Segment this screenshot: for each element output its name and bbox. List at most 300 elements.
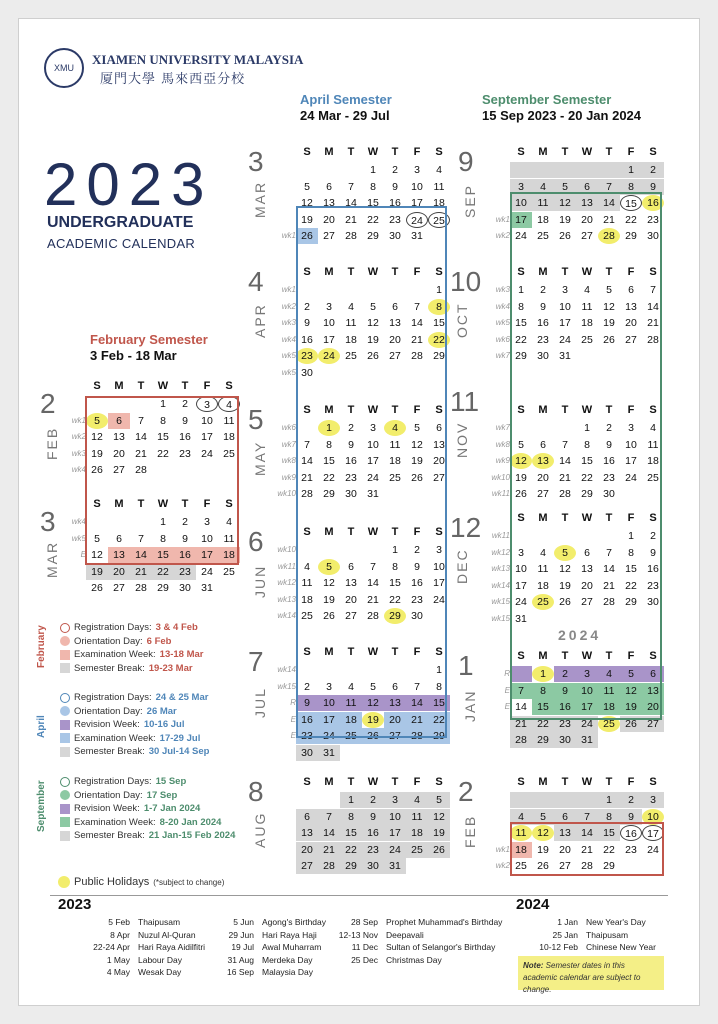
day-cell: 19 xyxy=(537,843,549,856)
day-cell xyxy=(340,162,362,178)
day-cell: 6 xyxy=(296,809,318,825)
week-number: wk2 xyxy=(281,301,296,311)
weekday-label: T xyxy=(605,266,613,278)
weekday-label: W xyxy=(367,146,379,158)
day-cell: 9 xyxy=(650,546,656,559)
day-cell xyxy=(576,162,598,178)
month-number: 2 xyxy=(40,388,56,419)
day-cell: 7 xyxy=(138,414,144,427)
day-cell: 7 xyxy=(304,438,310,451)
day-cell: 21 xyxy=(406,712,428,728)
day-cell: 9 xyxy=(296,695,318,711)
week-number: wk15 xyxy=(491,614,510,623)
day-cell: 20 xyxy=(433,455,445,468)
day-cell: 21 xyxy=(581,843,593,856)
day-cell: 5 xyxy=(606,284,612,296)
day-cell: 8 xyxy=(620,179,642,195)
weekday-label: M xyxy=(324,404,334,416)
day-cell xyxy=(598,732,620,748)
week-number: wk5 xyxy=(281,368,296,377)
week-row xyxy=(488,792,664,808)
day-cell: 23 xyxy=(625,843,637,856)
day-cell: 3 xyxy=(510,179,532,195)
day-cell: 6 xyxy=(554,809,576,825)
day-cell: 30 xyxy=(554,732,576,748)
day-cell: 29 xyxy=(367,230,379,243)
day-cell: 25 xyxy=(223,565,235,578)
day-cell: 5 xyxy=(370,680,376,693)
day-cell: 21 xyxy=(647,317,659,330)
day-cell: 19 xyxy=(91,447,103,460)
day-cell: 8 xyxy=(598,809,620,825)
day-cell: 14 xyxy=(603,563,615,576)
day-cell: 29 xyxy=(515,350,527,363)
weekday-label: T xyxy=(181,498,189,510)
weekday-label: F xyxy=(627,404,635,416)
day-cell: 24 xyxy=(406,212,428,228)
day-cell: 15 xyxy=(428,695,450,711)
day-cell: 16 xyxy=(411,577,423,590)
day-cell: 7 xyxy=(318,809,340,825)
weekday-label: S xyxy=(435,526,443,538)
day-cell: 25 xyxy=(581,333,593,346)
day-cell: 4 xyxy=(406,792,428,808)
day-cell: 16 xyxy=(603,455,615,468)
day-cell: 11 xyxy=(537,563,549,576)
day-cell: 29 xyxy=(428,728,450,744)
holiday-name: Hari Raya Haji xyxy=(262,929,317,940)
day-cell: 5 xyxy=(554,179,576,195)
weekday-label: S xyxy=(303,266,311,278)
legend-swatch xyxy=(60,777,70,787)
day-cell: 8 xyxy=(340,809,362,825)
legend-item xyxy=(60,830,235,841)
day-cell: 12 xyxy=(91,549,103,562)
day-cell: 18 xyxy=(537,213,549,226)
weekday-label: W xyxy=(157,380,169,392)
legend-value: 17 Sep xyxy=(146,789,178,801)
weekday-label: T xyxy=(391,266,399,278)
month-number: 3 xyxy=(248,146,264,177)
day-cell: 1 xyxy=(518,284,524,296)
day-cell: 10 xyxy=(433,560,445,573)
weekday-label: W xyxy=(581,776,593,788)
holiday-date: 11 Dec xyxy=(351,942,378,953)
day-cell xyxy=(318,162,340,178)
day-cell: 28 xyxy=(318,858,340,874)
weekday-label: S xyxy=(93,380,101,392)
day-cell: 6 xyxy=(392,300,398,313)
day-cell: 11 xyxy=(340,695,362,711)
day-cell: 14 xyxy=(130,547,152,563)
legend-item xyxy=(60,636,171,647)
holiday-name: Awal Muharram xyxy=(262,942,322,953)
day-cell: 31 xyxy=(411,230,423,243)
day-cell: 7 xyxy=(370,560,376,573)
day-cell: 9 xyxy=(362,809,384,825)
week-number: E xyxy=(290,731,296,741)
week-number: wk14 xyxy=(277,665,296,674)
day-cell: 21 xyxy=(559,471,571,484)
holiday-row xyxy=(318,930,424,940)
day-cell: 18 xyxy=(433,197,445,210)
week-number: wk9 xyxy=(495,456,510,466)
calendar-title: UNDERGRADUATE xyxy=(47,214,194,231)
day-cell: 22 xyxy=(428,332,450,348)
day-cell: 10 xyxy=(323,317,335,330)
weekday-label: M xyxy=(324,776,334,788)
month-name: FEB xyxy=(462,814,478,848)
week-number xyxy=(274,842,296,858)
day-cell xyxy=(318,792,340,808)
week-number: wk5 xyxy=(495,318,510,328)
legend-label: Semester Break: xyxy=(74,746,145,758)
day-cell: 11 xyxy=(223,532,235,545)
legend-label: Examination Week: xyxy=(74,649,156,661)
day-cell xyxy=(296,162,318,178)
day-cell: 12 xyxy=(367,317,379,330)
day-cell: 2 xyxy=(182,398,188,410)
day-cell: 5 xyxy=(428,792,450,808)
day-cell: 2 xyxy=(182,516,188,528)
week-number: wk5 xyxy=(71,533,86,543)
month-name: APR xyxy=(252,303,268,338)
holiday-date: 16 Sep xyxy=(227,967,254,978)
weekday-label: F xyxy=(203,380,211,392)
day-cell: 23 xyxy=(647,579,659,592)
weekday-label: T xyxy=(347,776,355,788)
day-cell: 13 xyxy=(384,695,406,711)
holiday-name: Sultan of Selangor's Birthday xyxy=(386,942,496,953)
day-cell: 15 xyxy=(152,547,174,563)
day-cell: 23 xyxy=(296,728,318,744)
day-cell: 14 xyxy=(647,300,659,313)
day-cell: 7 xyxy=(598,179,620,195)
day-cell: 20 xyxy=(296,842,318,858)
day-cell: 21 xyxy=(367,593,379,606)
week-number xyxy=(274,162,296,178)
holidays-2023-heading: 2023 xyxy=(58,896,92,913)
day-cell: 9 xyxy=(392,180,398,193)
day-cell: 20 xyxy=(559,843,571,856)
week-number: wk14 xyxy=(277,611,296,621)
day-cell: 31 xyxy=(384,858,406,874)
day-cell: 11 xyxy=(647,438,659,451)
day-cell: 24 xyxy=(559,333,571,346)
day-cell: 28 xyxy=(598,228,620,244)
legend-swatch xyxy=(60,663,70,673)
weekday-label: W xyxy=(581,512,593,524)
day-cell: 11 xyxy=(581,300,593,313)
weekday-label: T xyxy=(391,146,399,158)
day-cell: 17 xyxy=(510,212,532,228)
day-cell: 26 xyxy=(91,582,103,595)
week-number: wk1 xyxy=(71,415,86,425)
week-number: wk15 xyxy=(491,597,510,607)
week-number: wk1 xyxy=(281,285,296,294)
holiday-date: 5 Jun xyxy=(233,917,254,927)
day-cell: 15 xyxy=(581,455,593,468)
weekday-label: T xyxy=(605,404,613,416)
day-cell: 28 xyxy=(603,596,615,609)
month-name: JAN xyxy=(462,689,478,722)
day-cell: 9 xyxy=(414,560,420,573)
weekday-label: T xyxy=(561,776,569,788)
day-cell: 20 xyxy=(581,579,593,592)
day-cell: 13 xyxy=(554,825,576,841)
day-cell: 11 xyxy=(389,438,401,451)
week-number xyxy=(64,396,86,412)
day-cell: 13 xyxy=(296,825,318,841)
weekday-label: T xyxy=(347,266,355,278)
day-cell: 8 xyxy=(160,532,166,545)
weekday-label: S xyxy=(649,650,657,662)
day-cell: 12 xyxy=(411,438,423,451)
weekday-label: W xyxy=(367,526,379,538)
week-number xyxy=(64,564,86,580)
day-cell xyxy=(406,745,428,761)
day-cell: 25 xyxy=(223,447,235,460)
day-cell: 9 xyxy=(540,300,546,313)
day-cell: 16 xyxy=(362,825,384,841)
note-label: Note: xyxy=(523,961,544,970)
week-row xyxy=(274,858,450,874)
day-cell: 21 xyxy=(130,564,152,580)
weekday-label: F xyxy=(413,146,421,158)
day-cell: 28 xyxy=(581,860,593,873)
week-number: wk13 xyxy=(277,594,296,604)
day-cell: 15 xyxy=(625,563,637,576)
weekday-label: F xyxy=(413,526,421,538)
legend-value: 13-18 Mar xyxy=(159,649,204,661)
day-cell: 1 xyxy=(532,666,554,682)
day-cell: 15 xyxy=(323,455,335,468)
week-number xyxy=(274,745,296,761)
month-name: NOV xyxy=(454,421,470,458)
day-cell: 18 xyxy=(345,333,357,346)
week-row xyxy=(274,842,450,858)
week-number: E xyxy=(80,550,86,560)
february-semester-title: February Semester xyxy=(90,332,208,347)
week-number: wk4 xyxy=(71,465,86,475)
day-cell: 11 xyxy=(223,414,235,427)
day-cell: 27 xyxy=(559,860,571,873)
day-cell: 30 xyxy=(179,582,191,595)
legend-label: Semester Break: xyxy=(74,830,145,842)
holiday-name: Nuzul Al-Quran xyxy=(138,929,196,940)
day-cell: 28 xyxy=(345,230,357,243)
day-cell: 12 xyxy=(554,195,576,211)
day-cell xyxy=(576,792,598,808)
day-cell: 13 xyxy=(642,683,664,699)
divider xyxy=(50,895,668,896)
weekday-label: T xyxy=(561,404,569,416)
day-cell: 7 xyxy=(414,680,420,693)
day-cell: 2 xyxy=(540,284,546,296)
day-cell: 26 xyxy=(620,716,642,732)
day-cell: 17 xyxy=(196,547,218,563)
holiday-name: Chinese New Year xyxy=(586,942,656,953)
weekday-label: W xyxy=(581,650,593,662)
weekday-label: M xyxy=(538,404,548,416)
day-cell: 2 xyxy=(650,530,656,542)
day-cell: 17 xyxy=(201,431,213,444)
april-semester-box xyxy=(296,206,447,738)
day-cell: 23 xyxy=(296,348,318,364)
day-cell xyxy=(620,732,642,748)
legend-label: Examination Week: xyxy=(74,816,156,828)
day-cell: 9 xyxy=(182,414,188,427)
holiday-name: Agong's Birthday xyxy=(262,917,326,927)
day-cell: 27 xyxy=(433,471,445,484)
day-cell: 28 xyxy=(406,728,428,744)
weekday-header xyxy=(86,380,240,392)
holiday-date: 5 Feb xyxy=(108,917,130,927)
weekday-label: T xyxy=(137,380,145,392)
week-number: wk6 xyxy=(281,423,296,432)
day-cell: 25 xyxy=(389,471,401,484)
legend-label: Registration Days: xyxy=(74,776,152,787)
day-cell: 24 xyxy=(576,716,598,732)
day-cell: 25 xyxy=(532,594,554,610)
day-cell: 1 xyxy=(620,162,642,178)
day-cell: 28 xyxy=(367,610,379,623)
month-name: DEC xyxy=(454,548,470,584)
weekday-label: S xyxy=(517,146,525,158)
legend-item xyxy=(60,817,221,828)
holiday-name: Deepavali xyxy=(386,929,424,940)
week-number: R xyxy=(504,669,510,678)
day-cell: 18 xyxy=(340,712,362,728)
day-cell xyxy=(428,745,450,761)
legend-swatch xyxy=(60,817,70,827)
week-number: E xyxy=(290,714,296,724)
day-cell: 22 xyxy=(428,712,450,728)
day-cell: 30 xyxy=(296,745,318,761)
weekday-label: S xyxy=(517,776,525,788)
day-cell: 31 xyxy=(559,350,571,363)
day-cell: 20 xyxy=(323,213,335,226)
month-number: 8 xyxy=(248,776,264,807)
day-cell: 8 xyxy=(326,438,332,451)
holiday-row xyxy=(518,917,646,927)
legend-semester-label: September xyxy=(36,780,47,832)
week-row xyxy=(274,825,450,841)
day-cell: 3 xyxy=(518,546,524,559)
day-cell: 1 xyxy=(340,792,362,808)
weekday-label: S xyxy=(435,776,443,788)
day-cell: 30 xyxy=(603,488,615,501)
day-cell: 8 xyxy=(436,680,442,693)
day-cell: 6 xyxy=(584,546,590,559)
day-cell xyxy=(406,858,428,874)
day-cell: 20 xyxy=(642,699,664,715)
week-number: wk2 xyxy=(71,432,86,442)
university-name-cn: 厦門大學 馬來西亞分校 xyxy=(100,72,246,87)
note-text: Semester dates in this academic calendar are subject to change. xyxy=(523,961,641,994)
weekday-label: M xyxy=(324,266,334,278)
weekday-label: M xyxy=(324,646,334,658)
holidays-2024-heading: 2024 xyxy=(516,896,550,913)
weekday-label: T xyxy=(391,646,399,658)
day-cell: 15 xyxy=(515,317,527,330)
week-number xyxy=(274,212,296,228)
day-cell: 24 xyxy=(625,471,637,484)
day-cell: 10 xyxy=(559,300,571,313)
day-cell: 31 xyxy=(318,745,340,761)
day-cell: 10 xyxy=(367,438,379,451)
holiday-row xyxy=(68,917,180,927)
day-cell: 9 xyxy=(606,438,612,451)
day-cell: 20 xyxy=(537,471,549,484)
day-cell: 1 xyxy=(160,398,166,410)
week-row xyxy=(64,564,240,580)
day-cell: 4 xyxy=(532,179,554,195)
legend-item xyxy=(60,776,186,787)
weekday-label: S xyxy=(303,646,311,658)
weekday-label: F xyxy=(413,404,421,416)
week-number: R xyxy=(290,698,296,708)
day-cell: 26 xyxy=(296,228,318,244)
day-cell: 23 xyxy=(389,213,401,226)
day-cell: 15 xyxy=(532,699,554,715)
week-number: E xyxy=(504,702,510,712)
day-cell: 7 xyxy=(606,546,612,559)
day-cell: 26 xyxy=(91,464,103,477)
day-cell: 4 xyxy=(304,560,310,573)
weekday-label: S xyxy=(435,404,443,416)
day-cell: 6 xyxy=(348,560,354,573)
weekday-label: F xyxy=(627,650,635,662)
day-cell: 20 xyxy=(108,564,130,580)
month-number: 6 xyxy=(248,526,264,557)
day-cell: 12 xyxy=(510,453,532,469)
week-row xyxy=(274,745,450,761)
week-number: wk13 xyxy=(491,564,510,574)
day-cell: 9 xyxy=(348,438,354,451)
weekday-label: T xyxy=(391,526,399,538)
legend-label: Registration Days: xyxy=(74,622,152,633)
year-2024-label: 2024 xyxy=(558,627,602,643)
legend-label: Orientation Day: xyxy=(74,635,143,647)
week-number: E xyxy=(504,685,510,695)
weekday-label: F xyxy=(627,146,635,158)
month-number: 9 xyxy=(458,146,474,177)
day-cell xyxy=(554,792,576,808)
day-cell: 16 xyxy=(647,563,659,576)
weekday-label: T xyxy=(605,650,613,662)
day-cell xyxy=(296,792,318,808)
day-cell: 19 xyxy=(515,471,527,484)
weekday-label: S xyxy=(649,266,657,278)
day-cell: 7 xyxy=(650,284,656,296)
day-cell: 8 xyxy=(518,300,524,313)
weekday-label: S xyxy=(303,776,311,788)
day-cell: 8 xyxy=(584,438,590,451)
day-cell: 18 xyxy=(598,699,620,715)
day-cell: 27 xyxy=(581,596,593,609)
weekday-label: F xyxy=(413,776,421,788)
day-cell: 15 xyxy=(620,195,642,211)
legend-swatch xyxy=(60,733,70,743)
day-cell: 23 xyxy=(603,471,615,484)
day-cell: 2 xyxy=(304,680,310,693)
day-cell: 25 xyxy=(537,230,549,243)
day-cell: 1 xyxy=(392,544,398,556)
day-cell: 9 xyxy=(620,809,642,825)
day-cell: 6 xyxy=(576,179,598,195)
legend-swatch xyxy=(60,650,70,660)
